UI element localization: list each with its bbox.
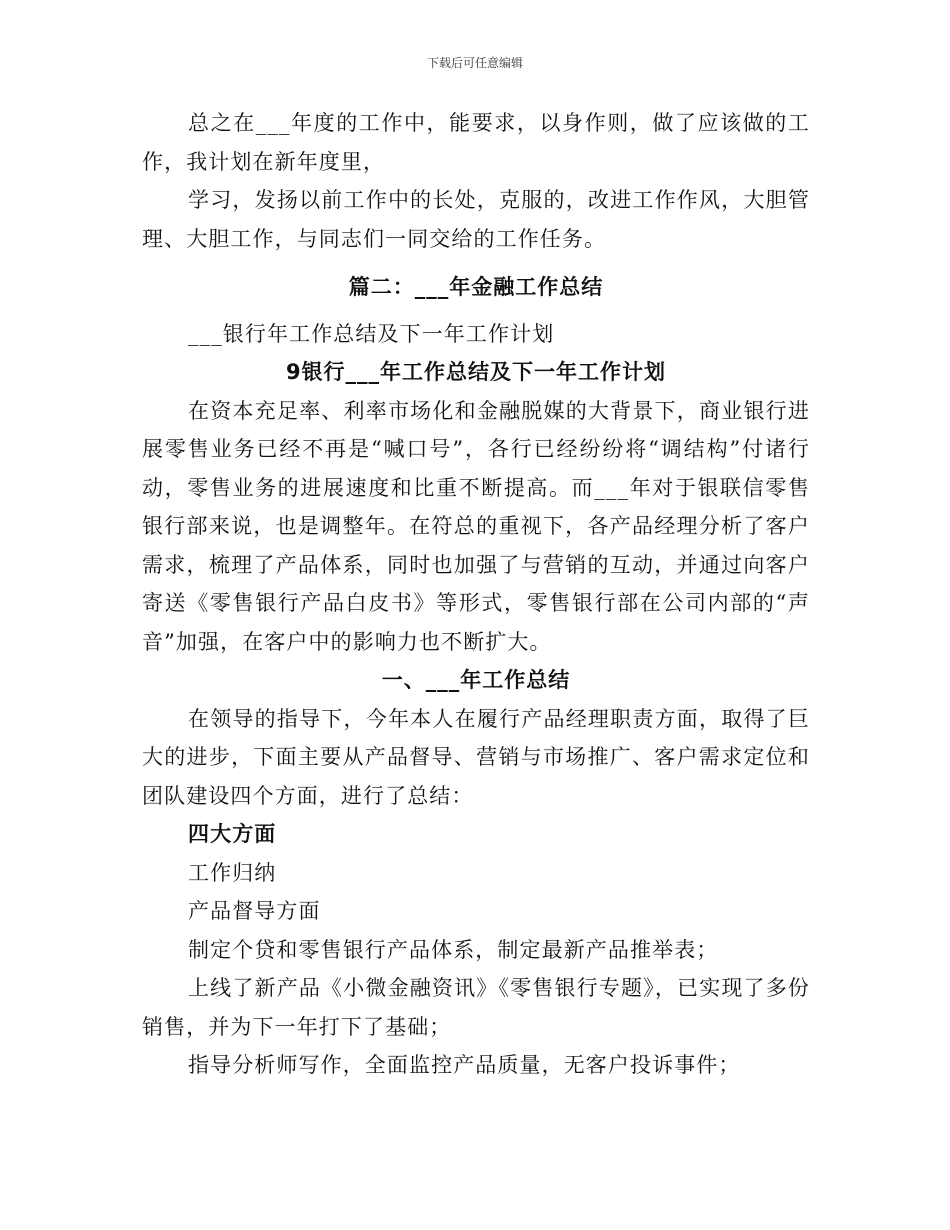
subheading-work-induction: 工作归纳 [188,860,277,885]
section-title-part-two: 篇二：___年金融工作总结 [348,275,604,299]
page-header: 下载后可任意编辑 [426,56,523,70]
list-item-new-products: 上线了新产品《小微金融资讯》《零售银行专题》，已实现了多份销售，并为下一年打下了基础； [142,976,810,1039]
paragraph-bank-summary-title: ___银行年工作总结及下一年工作计划 [188,321,555,346]
paragraph-guidance: 在领导的指导下，今年本人在履行产品经理职责方面，取得了巨大的进步，下面主要从产品督导、营销与市场推广、客户需求定位和团队建设四个方面，进行了总结： [142,706,810,808]
list-item-analyst-guidance: 指导分析师写作，全面监控产品质量，无客户投诉事件； [188,1053,741,1077]
paragraph-background: 在资本充足率、利率市场化和金融脱媒的大背景下，商业银行进展零售业务已经不再是“喊口号”，各行已经纷纷将“调结构”付诸行动，零售业务的进展速度和比重不断提高。而___年对于银联信零售银行部来说，也是调整年。在符总的重视下，各产品经理分析了客户需求，梳理了产品体系，同时也加强了与营销的互动，并通过向客户寄送《零售银行产品白皮书》等形式，零售银行部在公司内部的“声音”加强，在客户中的影响力也不断扩大。 [142,398,810,654]
heading-work-summary: 一、___年工作总结 [381,668,571,692]
paragraph-conclusion: 总之在___年度的工作中，能要求，以身作则，做了应该做的工作，我计划在新年度里， [142,111,810,174]
list-item-product-system: 制定个贷和零售银行产品体系，制定最新产品推举表； [188,937,719,962]
subheading-four-aspects: 四大方面 [188,822,277,846]
paragraph-learning: 学习，发扬以前工作中的长处，克服的，改进工作作风，大胆管理、大胆工作，与同志们一同交给的工作任务。 [142,188,810,251]
heading-bank-summary: 9银行___年工作总结及下一年工作计划 [285,360,667,384]
subheading-product-supervision: 产品督导方面 [188,899,321,923]
document-body [142,104,810,1085]
